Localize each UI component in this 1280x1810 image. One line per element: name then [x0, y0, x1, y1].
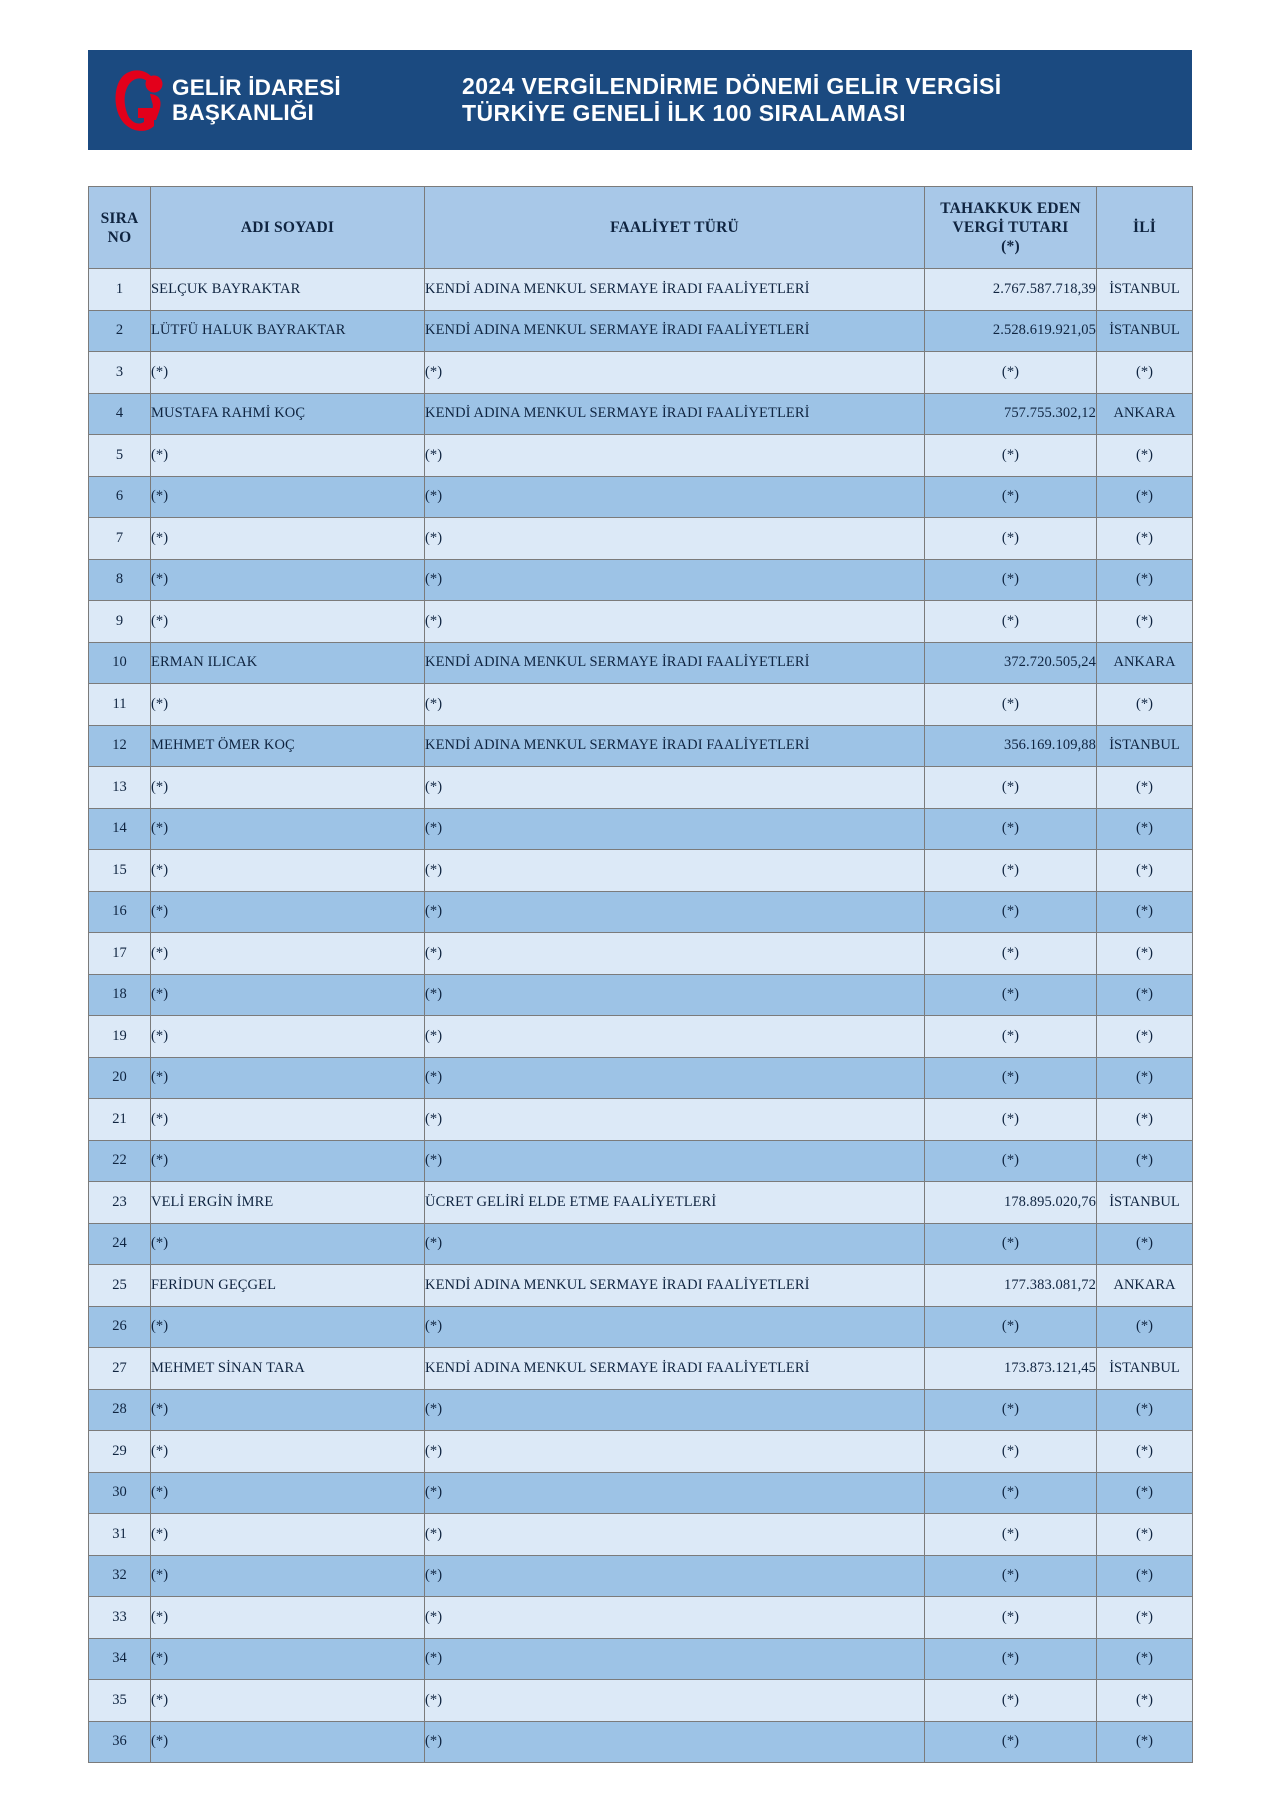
table-row	[89, 1306, 1193, 1348]
cell-adi-soyadi: (*)	[151, 1099, 425, 1141]
cell-faaliyet-turu: KENDİ ADINA MENKUL SERMAYE İRADI FAALİYETLERİ	[425, 1348, 925, 1390]
cell-sira-no: 28	[89, 1389, 151, 1431]
cell-faaliyet-turu: (*)	[425, 1306, 925, 1348]
table-row	[89, 476, 1193, 518]
cell-adi-soyadi: (*)	[151, 1680, 425, 1722]
cell-faaliyet-turu: (*)	[425, 476, 925, 518]
cell-sira-no: 16	[89, 891, 151, 933]
table-row	[89, 1555, 1193, 1597]
cell-ili: (*)	[1097, 559, 1193, 601]
cell-ili: ANKARA	[1097, 1265, 1193, 1307]
ranking-table-container	[88, 186, 1192, 1763]
cell-adi-soyadi: MEHMET ÖMER KOÇ	[151, 725, 425, 767]
table-row	[89, 1140, 1193, 1182]
cell-adi-soyadi: VELİ ERGİN İMRE	[151, 1182, 425, 1224]
table-row	[89, 352, 1193, 394]
cell-sira-no: 12	[89, 725, 151, 767]
cell-faaliyet-turu: (*)	[425, 1638, 925, 1680]
cell-vergi-tutari: 356.169.109,88	[925, 725, 1097, 767]
cell-sira-no: 23	[89, 1182, 151, 1224]
table-row	[89, 1680, 1193, 1722]
cell-ili: (*)	[1097, 1099, 1193, 1141]
cell-vergi-tutari: (*)	[925, 476, 1097, 518]
cell-ili: ANKARA	[1097, 642, 1193, 684]
cell-sira-no: 24	[89, 1223, 151, 1265]
cell-sira-no: 30	[89, 1472, 151, 1514]
cell-adi-soyadi: (*)	[151, 767, 425, 809]
table-row	[89, 725, 1193, 767]
cell-ili: (*)	[1097, 476, 1193, 518]
table-row	[89, 1099, 1193, 1141]
cell-vergi-tutari: 2.528.619.921,05	[925, 310, 1097, 352]
cell-vergi-tutari: (*)	[925, 1057, 1097, 1099]
cell-ili: (*)	[1097, 1638, 1193, 1680]
cell-ili: (*)	[1097, 518, 1193, 560]
column-header-vergi-tutari: TAHAKKUK EDEN VERGİ TUTARI (*)	[925, 187, 1097, 269]
cell-faaliyet-turu: (*)	[425, 435, 925, 477]
cell-vergi-tutari: (*)	[925, 1597, 1097, 1639]
cell-sira-no: 21	[89, 1099, 151, 1141]
cell-ili: (*)	[1097, 1431, 1193, 1473]
cell-vergi-tutari: (*)	[925, 1721, 1097, 1763]
cell-vergi-tutari: (*)	[925, 1389, 1097, 1431]
cell-sira-no: 5	[89, 435, 151, 477]
cell-sira-no: 7	[89, 518, 151, 560]
cell-adi-soyadi: ERMAN ILICAK	[151, 642, 425, 684]
table-row	[89, 1597, 1193, 1639]
document-title-line1: 2024 VERGİLENDİRME DÖNEMİ GELİR VERGİSİ	[462, 73, 1002, 99]
cell-vergi-tutari: (*)	[925, 1431, 1097, 1473]
table-row	[89, 518, 1193, 560]
cell-vergi-tutari: (*)	[925, 1514, 1097, 1556]
cell-vergi-tutari: (*)	[925, 1680, 1097, 1722]
cell-ili: (*)	[1097, 1514, 1193, 1556]
cell-faaliyet-turu: (*)	[425, 891, 925, 933]
cell-sira-no: 17	[89, 933, 151, 975]
cell-adi-soyadi: MUSTAFA RAHMİ KOÇ	[151, 393, 425, 435]
cell-adi-soyadi: (*)	[151, 1472, 425, 1514]
cell-faaliyet-turu: (*)	[425, 1431, 925, 1473]
table-row	[89, 1016, 1193, 1058]
agency-name-line2: BAŞKANLIĞI	[172, 100, 314, 125]
table-row	[89, 1431, 1193, 1473]
table-body	[89, 269, 1193, 1763]
table-row	[89, 1057, 1193, 1099]
cell-adi-soyadi: (*)	[151, 1223, 425, 1265]
cell-ili: (*)	[1097, 891, 1193, 933]
cell-vergi-tutari: (*)	[925, 1638, 1097, 1680]
cell-vergi-tutari: (*)	[925, 974, 1097, 1016]
cell-vergi-tutari: (*)	[925, 684, 1097, 726]
gelir-idaresi-g-logo-icon	[114, 64, 166, 136]
cell-ili: (*)	[1097, 1597, 1193, 1639]
column-header-adi-soyadi: ADI SOYADI	[151, 187, 425, 269]
cell-faaliyet-turu: (*)	[425, 352, 925, 394]
cell-faaliyet-turu: ÜCRET GELİRİ ELDE ETME FAALİYETLERİ	[425, 1182, 925, 1224]
cell-ili: (*)	[1097, 933, 1193, 975]
cell-vergi-tutari: 2.767.587.718,39	[925, 269, 1097, 311]
table-row	[89, 808, 1193, 850]
cell-faaliyet-turu: KENDİ ADINA MENKUL SERMAYE İRADI FAALİYETLERİ	[425, 725, 925, 767]
cell-faaliyet-turu: (*)	[425, 1680, 925, 1722]
cell-faaliyet-turu: (*)	[425, 933, 925, 975]
cell-ili: İSTANBUL	[1097, 725, 1193, 767]
cell-adi-soyadi: (*)	[151, 974, 425, 1016]
cell-ili: ANKARA	[1097, 393, 1193, 435]
cell-faaliyet-turu: (*)	[425, 518, 925, 560]
cell-sira-no: 6	[89, 476, 151, 518]
table-header-row	[89, 187, 1193, 269]
table-row	[89, 435, 1193, 477]
cell-ili: (*)	[1097, 767, 1193, 809]
cell-faaliyet-turu: (*)	[425, 808, 925, 850]
table-row	[89, 1223, 1193, 1265]
cell-vergi-tutari: (*)	[925, 1223, 1097, 1265]
table-row	[89, 310, 1193, 352]
cell-adi-soyadi: (*)	[151, 1638, 425, 1680]
cell-vergi-tutari: 757.755.302,12	[925, 393, 1097, 435]
cell-ili: (*)	[1097, 808, 1193, 850]
cell-faaliyet-turu: (*)	[425, 1472, 925, 1514]
cell-sira-no: 15	[89, 850, 151, 892]
cell-adi-soyadi: (*)	[151, 518, 425, 560]
cell-vergi-tutari: (*)	[925, 1555, 1097, 1597]
cell-ili: İSTANBUL	[1097, 269, 1193, 311]
cell-adi-soyadi: (*)	[151, 1389, 425, 1431]
cell-sira-no: 26	[89, 1306, 151, 1348]
document-header-banner	[88, 50, 1192, 150]
cell-ili: (*)	[1097, 1016, 1193, 1058]
table-row	[89, 559, 1193, 601]
table-row	[89, 1348, 1193, 1390]
cell-vergi-tutari: (*)	[925, 1016, 1097, 1058]
cell-vergi-tutari: (*)	[925, 435, 1097, 477]
cell-faaliyet-turu: (*)	[425, 1140, 925, 1182]
cell-ili: (*)	[1097, 1721, 1193, 1763]
cell-faaliyet-turu: KENDİ ADINA MENKUL SERMAYE İRADI FAALİYETLERİ	[425, 1265, 925, 1307]
cell-sira-no: 34	[89, 1638, 151, 1680]
cell-sira-no: 22	[89, 1140, 151, 1182]
table-row	[89, 684, 1193, 726]
cell-adi-soyadi: (*)	[151, 891, 425, 933]
table-row	[89, 974, 1193, 1016]
cell-adi-soyadi: (*)	[151, 435, 425, 477]
cell-faaliyet-turu: (*)	[425, 767, 925, 809]
cell-sira-no: 4	[89, 393, 151, 435]
cell-adi-soyadi: (*)	[151, 1721, 425, 1763]
cell-adi-soyadi: (*)	[151, 352, 425, 394]
cell-vergi-tutari: 173.873.121,45	[925, 1348, 1097, 1390]
cell-sira-no: 14	[89, 808, 151, 850]
column-header-faaliyet-turu: FAALİYET TÜRÜ	[425, 187, 925, 269]
cell-faaliyet-turu: KENDİ ADINA MENKUL SERMAYE İRADI FAALİYETLERİ	[425, 310, 925, 352]
cell-ili: (*)	[1097, 435, 1193, 477]
cell-adi-soyadi: (*)	[151, 1306, 425, 1348]
cell-vergi-tutari: (*)	[925, 559, 1097, 601]
table-row	[89, 1721, 1193, 1763]
cell-adi-soyadi: (*)	[151, 601, 425, 643]
table-header	[89, 187, 1193, 269]
cell-ili: İSTANBUL	[1097, 1348, 1193, 1390]
cell-sira-no: 13	[89, 767, 151, 809]
cell-adi-soyadi: (*)	[151, 850, 425, 892]
cell-adi-soyadi: (*)	[151, 1016, 425, 1058]
column-header-ili: İLİ	[1097, 187, 1193, 269]
cell-sira-no: 3	[89, 352, 151, 394]
cell-faaliyet-turu: (*)	[425, 1057, 925, 1099]
cell-sira-no: 36	[89, 1721, 151, 1763]
cell-adi-soyadi: LÜTFÜ HALUK BAYRAKTAR	[151, 310, 425, 352]
cell-ili: (*)	[1097, 1140, 1193, 1182]
cell-sira-no: 35	[89, 1680, 151, 1722]
cell-vergi-tutari: (*)	[925, 767, 1097, 809]
cell-vergi-tutari: (*)	[925, 850, 1097, 892]
cell-vergi-tutari: 372.720.505,24	[925, 642, 1097, 684]
cell-adi-soyadi: (*)	[151, 476, 425, 518]
cell-sira-no: 25	[89, 1265, 151, 1307]
cell-sira-no: 29	[89, 1431, 151, 1473]
document-title-line2: TÜRKİYE GENELİ İLK 100 SIRALAMASI	[462, 100, 906, 126]
agency-name	[172, 75, 341, 125]
cell-adi-soyadi: (*)	[151, 1597, 425, 1639]
cell-adi-soyadi: (*)	[151, 933, 425, 975]
cell-ili: (*)	[1097, 352, 1193, 394]
cell-faaliyet-turu: (*)	[425, 1514, 925, 1556]
table-row	[89, 1638, 1193, 1680]
cell-adi-soyadi: (*)	[151, 1555, 425, 1597]
cell-adi-soyadi: FERİDUN GEÇGEL	[151, 1265, 425, 1307]
cell-vergi-tutari: (*)	[925, 518, 1097, 560]
cell-sira-no: 20	[89, 1057, 151, 1099]
taxpayer-ranking-table	[88, 186, 1193, 1763]
cell-faaliyet-turu: (*)	[425, 601, 925, 643]
table-row	[89, 1514, 1193, 1556]
cell-sira-no: 18	[89, 974, 151, 1016]
agency-name-line1: GELİR İDARESİ	[172, 75, 341, 100]
table-row	[89, 891, 1193, 933]
column-header-sira-no: SIRA NO	[89, 187, 151, 269]
cell-vergi-tutari: 178.895.020,76	[925, 1182, 1097, 1224]
cell-faaliyet-turu: (*)	[425, 1016, 925, 1058]
cell-vergi-tutari: (*)	[925, 1306, 1097, 1348]
cell-faaliyet-turu: KENDİ ADINA MENKUL SERMAYE İRADI FAALİYETLERİ	[425, 393, 925, 435]
cell-faaliyet-turu: (*)	[425, 850, 925, 892]
cell-sira-no: 19	[89, 1016, 151, 1058]
cell-sira-no: 10	[89, 642, 151, 684]
cell-adi-soyadi: (*)	[151, 1140, 425, 1182]
cell-ili: (*)	[1097, 601, 1193, 643]
cell-faaliyet-turu: KENDİ ADINA MENKUL SERMAYE İRADI FAALİYETLERİ	[425, 642, 925, 684]
cell-faaliyet-turu: (*)	[425, 1555, 925, 1597]
cell-faaliyet-turu: (*)	[425, 1597, 925, 1639]
cell-sira-no: 32	[89, 1555, 151, 1597]
table-row	[89, 601, 1193, 643]
cell-faaliyet-turu: KENDİ ADINA MENKUL SERMAYE İRADI FAALİYETLERİ	[425, 269, 925, 311]
cell-sira-no: 33	[89, 1597, 151, 1639]
cell-vergi-tutari: (*)	[925, 808, 1097, 850]
cell-adi-soyadi: (*)	[151, 1431, 425, 1473]
cell-adi-soyadi: (*)	[151, 684, 425, 726]
table-row	[89, 850, 1193, 892]
cell-faaliyet-turu: (*)	[425, 1721, 925, 1763]
cell-ili: (*)	[1097, 1472, 1193, 1514]
cell-vergi-tutari: (*)	[925, 1140, 1097, 1182]
cell-ili: İSTANBUL	[1097, 310, 1193, 352]
table-row	[89, 1389, 1193, 1431]
table-row	[89, 269, 1193, 311]
cell-sira-no: 27	[89, 1348, 151, 1390]
cell-sira-no: 9	[89, 601, 151, 643]
cell-faaliyet-turu: (*)	[425, 1099, 925, 1141]
table-row	[89, 1182, 1193, 1224]
cell-sira-no: 31	[89, 1514, 151, 1556]
cell-ili: (*)	[1097, 850, 1193, 892]
cell-vergi-tutari: (*)	[925, 1472, 1097, 1514]
cell-vergi-tutari: (*)	[925, 1099, 1097, 1141]
cell-ili: (*)	[1097, 684, 1193, 726]
cell-ili: (*)	[1097, 1057, 1193, 1099]
table-row	[89, 393, 1193, 435]
cell-faaliyet-turu: (*)	[425, 1223, 925, 1265]
cell-sira-no: 1	[89, 269, 151, 311]
cell-vergi-tutari: (*)	[925, 352, 1097, 394]
cell-ili: İSTANBUL	[1097, 1182, 1193, 1224]
cell-vergi-tutari: (*)	[925, 601, 1097, 643]
cell-sira-no: 2	[89, 310, 151, 352]
cell-ili: (*)	[1097, 1555, 1193, 1597]
document-title	[374, 73, 1192, 127]
table-row	[89, 1265, 1193, 1307]
cell-ili: (*)	[1097, 1223, 1193, 1265]
cell-sira-no: 11	[89, 684, 151, 726]
cell-vergi-tutari: 177.383.081,72	[925, 1265, 1097, 1307]
cell-vergi-tutari: (*)	[925, 891, 1097, 933]
cell-adi-soyadi: MEHMET SİNAN TARA	[151, 1348, 425, 1390]
table-row	[89, 642, 1193, 684]
cell-faaliyet-turu: (*)	[425, 1389, 925, 1431]
cell-sira-no: 8	[89, 559, 151, 601]
cell-ili: (*)	[1097, 974, 1193, 1016]
cell-faaliyet-turu: (*)	[425, 684, 925, 726]
cell-adi-soyadi: (*)	[151, 559, 425, 601]
agency-logo	[88, 64, 374, 136]
table-row	[89, 1472, 1193, 1514]
cell-faaliyet-turu: (*)	[425, 559, 925, 601]
cell-ili: (*)	[1097, 1306, 1193, 1348]
table-row	[89, 767, 1193, 809]
table-row	[89, 933, 1193, 975]
cell-adi-soyadi: (*)	[151, 1057, 425, 1099]
cell-faaliyet-turu: (*)	[425, 974, 925, 1016]
cell-adi-soyadi: (*)	[151, 808, 425, 850]
cell-adi-soyadi: SELÇUK BAYRAKTAR	[151, 269, 425, 311]
cell-ili: (*)	[1097, 1680, 1193, 1722]
cell-adi-soyadi: (*)	[151, 1514, 425, 1556]
cell-vergi-tutari: (*)	[925, 933, 1097, 975]
cell-ili: (*)	[1097, 1389, 1193, 1431]
